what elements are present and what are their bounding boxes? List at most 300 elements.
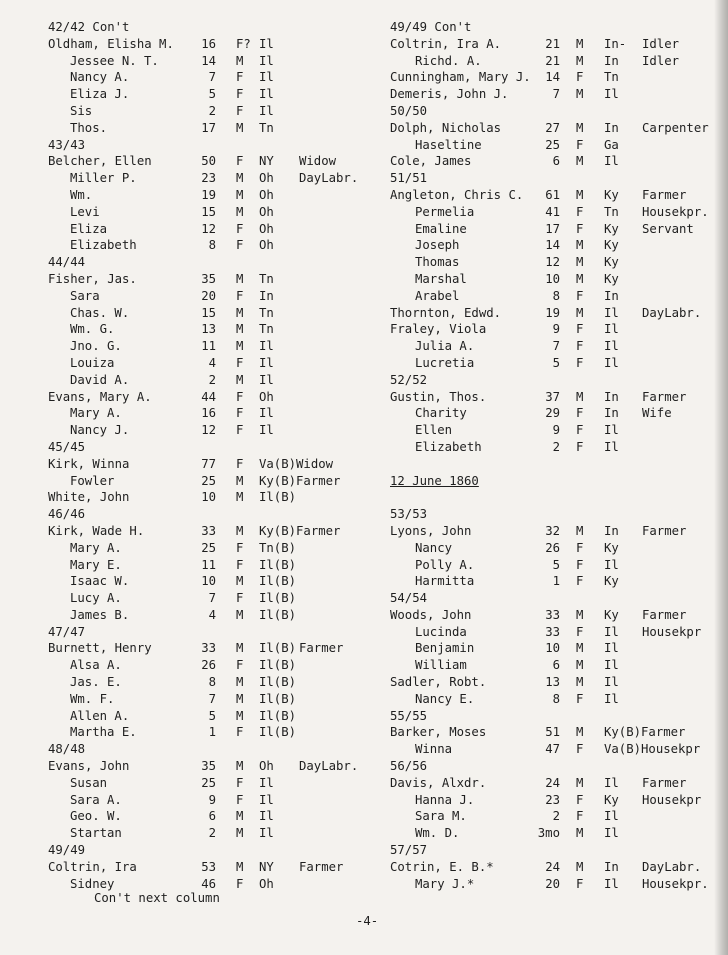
person-birthplace: Il [604,322,619,337]
person-name: Oldham, Elisha M. [48,36,174,51]
person-name: Lyons, John [390,523,472,538]
person-sex: M [576,255,584,270]
person-occupation: Farmer [642,607,687,622]
person-sex: F [576,355,584,370]
person-birthplace: Il(B) [259,691,297,706]
person-age: 11 [201,339,216,354]
census-entry [48,422,378,439]
person-age: 5 [208,87,216,102]
dwelling-number-text: 49/49 Con't [390,20,472,34]
person-birthplace: Il(B) [259,557,297,572]
person-age: 33 [201,641,216,656]
person-sex: F [576,792,584,807]
person-birthplace: Ky [604,271,619,286]
person-age: 2 [208,103,216,118]
census-entry [390,405,722,422]
census-entry [48,808,378,825]
person-age: 9 [552,322,560,337]
census-entry [48,355,378,372]
census-entry [390,36,722,53]
person-age: 6 [552,154,560,169]
census-entry [390,741,722,758]
person-age: 44 [201,389,216,404]
person-sex: M [236,204,244,219]
person-sex: F [576,137,584,152]
person-birthplace: Ky(B)Farmer [259,473,341,488]
person-birthplace: Il [604,154,619,169]
census-entry [48,170,378,187]
person-birthplace: Il [604,826,619,841]
person-age: 23 [545,792,560,807]
person-birthplace: Il [259,826,274,841]
census-entry [48,36,378,53]
person-name: Coltrin, Ira A. [390,36,502,51]
dwelling-number-text: 55/55 [390,708,428,723]
person-birthplace: Il [604,87,619,102]
person-age: 8 [552,288,560,303]
person-age: 1 [208,725,216,740]
person-age: 10 [201,490,216,505]
person-birthplace: Oh [259,221,274,236]
census-entry [48,590,378,607]
person-name: Cunningham, Mary J. [390,70,531,85]
person-name: Chas. W. [70,305,130,320]
person-sex: F [576,221,584,236]
person-birthplace: Il [259,53,274,68]
person-name: Davis, Alxdr. [390,775,487,790]
person-occupation: Farmer [299,641,344,656]
person-name: Wm. [70,187,93,202]
person-birthplace: Il [604,355,619,370]
person-age: 50 [201,154,216,169]
census-entry [48,657,378,674]
person-age: 10 [201,574,216,589]
person-birthplace: Oh [259,759,274,774]
person-sex: M [236,708,244,723]
person-name: Ellen [415,423,453,438]
person-name: Eliza [70,221,108,236]
person-sex: M [236,641,244,656]
person-sex: F [576,574,584,589]
census-entry [390,523,722,540]
person-age: 16 [201,406,216,421]
person-age: 33 [545,607,560,622]
person-occupation: Idler [642,53,680,68]
person-age: 4 [208,607,216,622]
person-birthplace: Tn(B) [259,540,297,555]
dwelling-number-text: 50/50 [390,103,428,118]
person-birthplace: Il(B) [259,675,297,690]
dwelling-number-text: 42/42 Con't [48,20,130,34]
dwelling-number [390,590,722,607]
person-birthplace: NY [259,154,274,169]
blank-line [390,489,722,506]
person-age: 47 [545,742,560,757]
person-birthplace: Va(B)Widow [259,456,334,471]
person-name: Belcher, Ellen [48,154,152,169]
person-age: 53 [201,859,216,874]
census-entry [390,808,722,825]
person-sex: M [236,187,244,202]
person-name: Polly A. [415,557,475,572]
person-age: 13 [545,675,560,690]
person-sex: F [576,406,584,421]
census-entry [48,573,378,590]
person-occupation: Carpenter [642,120,709,135]
person-name: Susan [70,775,108,790]
person-birthplace: Il(B) [259,591,297,606]
person-sex: M [576,859,584,874]
census-entry [390,657,722,674]
person-sex: M [576,271,584,286]
person-name: Fraley, Viola [390,322,487,337]
person-occupation: Farmer [642,775,687,790]
dwelling-number-text: 57/57 [390,843,428,858]
person-age: 16 [201,36,216,51]
person-age: 12 [201,221,216,236]
census-entry [390,69,722,86]
census-entry [390,288,722,305]
person-birthplace: Il(B) [259,607,297,622]
person-age: 15 [201,305,216,320]
census-entry [48,204,378,221]
person-name: Cole, James [390,154,472,169]
person-birthplace: Il [604,305,619,320]
person-age: 46 [201,876,216,891]
person-sex: M [576,305,584,320]
person-age: 21 [545,36,560,51]
person-age: 25 [201,540,216,555]
person-name: Wm. F. [70,691,115,706]
person-name: Elizabeth [415,439,482,454]
person-sex: F [236,406,244,421]
person-name: Sadler, Robt. [390,675,487,690]
person-age: 24 [545,775,560,790]
person-name: Arabel [415,288,460,303]
dwelling-number [48,842,378,859]
person-name: Nancy A. [70,70,130,85]
person-age: 8 [208,675,216,690]
person-sex: F [236,221,244,236]
page-number: -4- [356,914,379,928]
person-birthplace: Tn [604,70,619,85]
person-name: Eliza J. [70,87,130,102]
person-name: Mary E. [70,557,122,572]
person-name: Lucy A. [70,591,122,606]
person-sex: M [236,759,244,774]
person-age: 1 [552,574,560,589]
person-birthplace: Il [259,87,274,102]
person-name: Kirk, Wade H. [48,523,145,538]
person-name: Thornton, Edwd. [390,305,502,320]
dwelling-number [48,506,378,523]
dwelling-number-text: 54/54 [390,591,428,606]
census-entry [48,523,378,540]
person-sex: M [576,120,584,135]
dwelling-number [390,506,722,523]
person-sex: F [236,876,244,891]
person-birthplace: Oh [259,204,274,219]
person-age: 19 [545,305,560,320]
dwelling-number-text: 43/43 [48,137,86,152]
person-sex: M [576,154,584,169]
census-entry [390,724,722,741]
person-sex: M [576,187,584,202]
person-birthplace: Il [259,406,274,421]
person-sex: F [236,725,244,740]
person-sex: F [576,339,584,354]
person-birthplace: Oh [259,876,274,891]
census-entry [390,573,722,590]
person-sex: F [236,540,244,555]
person-name: Sara [70,288,100,303]
person-age: 8 [208,238,216,253]
person-name: Nancy [415,540,453,555]
person-birthplace: Ky [604,607,619,622]
census-entry [390,254,722,271]
enumeration-date [390,473,722,490]
person-sex: M [236,607,244,622]
person-sex: F [576,204,584,219]
dwelling-number-text: 46/46 [48,507,86,522]
person-age: 5 [208,708,216,723]
person-birthplace: Il(B) [259,490,297,505]
person-sex: M [236,171,244,186]
person-birthplace: In [259,288,274,303]
person-age: 12 [545,255,560,270]
person-sex: M [236,305,244,320]
person-birthplace: Il [259,792,274,807]
person-sex: F [236,70,244,85]
person-name: Mary A. [70,406,122,421]
census-entry [390,355,722,372]
person-age: 5 [552,355,560,370]
dwelling-number [48,741,378,758]
person-birthplace: In [604,120,619,135]
dwelling-number [390,170,722,187]
person-name: Demeris, John J. [390,87,509,102]
person-sex: F? [236,36,251,51]
person-birthplace: Il [259,775,274,790]
dwelling-number [390,19,722,36]
person-sex: F [576,288,584,303]
person-age: 27 [545,120,560,135]
person-occupation: Housekpr [642,792,702,807]
person-sex: F [236,389,244,404]
census-entry [390,859,722,876]
person-birthplace: In [604,389,619,404]
person-sex: M [236,691,244,706]
person-age: 2 [552,439,560,454]
person-birthplace: Il [604,675,619,690]
census-entry [390,439,722,456]
census-entry [390,775,722,792]
person-birthplace: Ky [604,255,619,270]
person-sex: M [576,826,584,841]
person-occupation: Housekpr. [642,204,709,219]
person-name: Martha E. [70,725,137,740]
person-birthplace: Ky [604,792,619,807]
person-birthplace: Il [604,439,619,454]
person-name: Burnett, Henry [48,641,152,656]
person-birthplace: Oh [259,171,274,186]
person-sex: M [236,322,244,337]
person-name: Woods, John [390,607,472,622]
person-sex: F [576,540,584,555]
person-age: 25 [201,473,216,488]
person-birthplace: Oh [259,187,274,202]
person-age: 26 [201,658,216,673]
person-age: 10 [545,271,560,286]
person-occupation: DayLabr. [642,305,702,320]
person-sex: F [576,70,584,85]
person-sex: F [236,423,244,438]
person-birthplace: Tn [259,271,274,286]
person-name: Lucretia [415,355,475,370]
person-occupation: Widow [299,154,337,169]
person-name: Benjamin [415,641,475,656]
person-birthplace: Va(B)Housekpr [604,742,701,757]
person-birthplace: Il [259,809,274,824]
census-entry [48,640,378,657]
census-entry [48,473,378,490]
person-birthplace: Il [604,641,619,656]
person-birthplace: Il [604,339,619,354]
person-sex: F [236,238,244,253]
person-age: 14 [545,70,560,85]
person-age: 35 [201,759,216,774]
person-sex: M [236,372,244,387]
person-sex: F [576,322,584,337]
person-name: Thos. [70,120,108,135]
census-entry [48,456,378,473]
person-name: White, John [48,490,130,505]
person-birthplace: Oh [259,238,274,253]
person-age: 7 [208,691,216,706]
person-birthplace: In [604,406,619,421]
person-occupation: Farmer [642,523,687,538]
person-age: 11 [201,557,216,572]
dwelling-number [390,842,722,859]
person-birthplace: Il [259,70,274,85]
person-name: Marshal [415,271,467,286]
person-name: Permelia [415,204,475,219]
census-entry [48,775,378,792]
person-age: 61 [545,187,560,202]
person-name: Thomas [415,255,460,270]
person-age: 17 [201,120,216,135]
person-age: 33 [201,523,216,538]
dwelling-number-text: 52/52 [390,372,428,387]
person-birthplace: Ky [604,221,619,236]
person-name: Levi [70,204,100,219]
person-birthplace: NY [259,859,274,874]
person-name: Nancy E. [415,691,475,706]
person-age: 29 [545,406,560,421]
census-entry [48,288,378,305]
right-column [390,19,722,892]
person-birthplace: In [604,859,619,874]
person-occupation: DayLabr. [642,859,702,874]
person-age: 9 [552,423,560,438]
person-birthplace: In [604,523,619,538]
census-entry [390,624,722,641]
person-sex: M [236,473,244,488]
person-occupation: Farmer [642,187,687,202]
person-sex: M [576,36,584,51]
census-entry [390,691,722,708]
person-birthplace: In [604,288,619,303]
person-name: Kirk, Winna [48,456,130,471]
person-age: 37 [545,389,560,404]
person-age: 8 [552,691,560,706]
census-entry [48,540,378,557]
census-entry [48,338,378,355]
census-entry [48,607,378,624]
person-birthplace: Il(B) [259,641,297,656]
person-name: Louiza [70,355,115,370]
person-sex: M [236,809,244,824]
person-sex: M [576,775,584,790]
census-entry [48,221,378,238]
person-sex: F [576,624,584,639]
person-age: 10 [545,641,560,656]
person-sex: M [236,675,244,690]
person-name: David A. [70,372,130,387]
person-age: 26 [545,540,560,555]
census-entry [390,120,722,137]
census-entry [390,389,722,406]
census-entry [48,825,378,842]
dwelling-number [48,439,378,456]
person-name: Joseph [415,238,460,253]
dwelling-number-text: 51/51 [390,171,428,186]
blank-line [390,456,722,473]
person-age: 20 [201,288,216,303]
census-entry [390,557,722,574]
person-name: Sara M. [415,809,467,824]
person-occupation: Farmer [642,389,687,404]
person-age: 77 [201,456,216,471]
dwelling-number-text: 56/56 [390,759,428,774]
person-sex: F [236,103,244,118]
census-entry [48,103,378,120]
census-entry [48,153,378,170]
page-edge-shadow [714,0,728,955]
person-birthplace: Ky [604,574,619,589]
person-sex: F [576,809,584,824]
person-name: Mary J.* [415,876,475,891]
person-birthplace: Il [259,423,274,438]
census-entry [48,271,378,288]
person-age: 7 [208,70,216,85]
person-sex: F [576,742,584,757]
person-name: Sis [70,103,93,118]
person-name: Isaac W. [70,574,130,589]
person-name: Evans, Mary A. [48,389,152,404]
person-age: 2 [208,826,216,841]
person-birthplace: Il [259,355,274,370]
person-birthplace: Ga [604,137,619,152]
person-age: 2 [552,809,560,824]
person-occupation: Servant [642,221,694,236]
person-sex: F [236,154,244,169]
person-birthplace: Ky(B)Farmer [604,725,686,740]
dwelling-number-text: 48/48 [48,742,86,757]
census-entry [48,724,378,741]
dwelling-number [390,103,722,120]
person-sex: F [236,288,244,303]
